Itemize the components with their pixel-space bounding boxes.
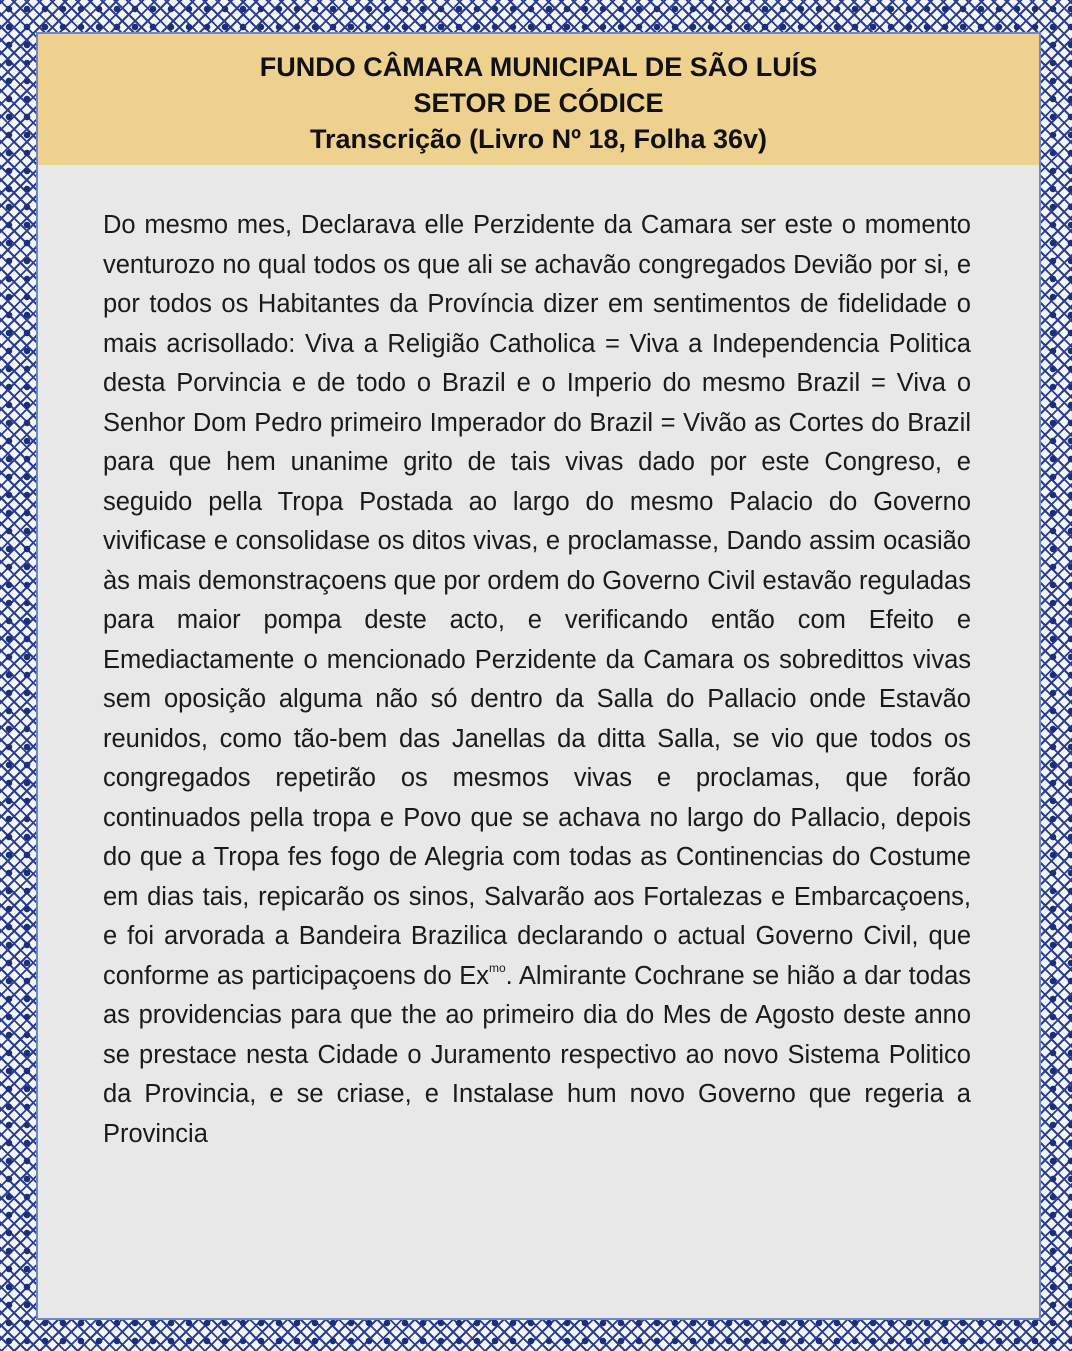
fund-title: FUNDO CÂMARA MUNICIPAL DE SÃO LUÍS bbox=[259, 52, 818, 82]
transcription-text bbox=[103, 206, 971, 1154]
abbreviation-superscript: mo bbox=[488, 960, 506, 975]
sector-title: SETOR DE CÓDICE bbox=[413, 88, 664, 118]
transcription-part-1: Do mesmo mes, Declarava elle Perzidente da Camara ser este o momento venturozo no qual todos os que ali se achavão congregados Devião por si, e por todos os Habitantes da Província dizer em sentimentos de fidelidade o mais acrisollado: Viva a Religião Catholica = Viva a Independencia Politica desta Porvincia e de todo o Brazil e o Imperio do mesmo Brazil = Viva o Senhor Dom Pedro primeiro Imperador do Brazil = Vivão as Cortes do Brazil para que hem unanime grito de tais vivas dado por este Congreso, e seguido pella Tropa Postada ao largo do mesmo Palacio do Governo vivificase e consolidase os ditos vivas, e proclamasse, Dando assim ocasião às mais demonstraçoens que por ordem do Governo Civil estavão reguladas para maior pompa deste acto, e verificando então com Efeito e Emediactamente o mencionado Perzidente da Camara os sobredittos vivas sem oposição alguma não só dentro da Salla do Pallacio onde Estavão reunidos, como tão-bem das Janellas da ditta Salla, se vio que todos os congregados repetirão os mesmos vivas e proclamas, que forão continuados pella tropa e Povo que se achava no largo do Pallacio, depois do que a Tropa fes fogo de Alegria com todas as Continencias do Costume em dias tais, repicarão os sinos, Salvarão aos Fortalezas e Embarcaçoens, e foi arvorada a Bandeira Brazilica declarando o actual Governo Civil, que conforme as participaçoens do Ex bbox=[103, 211, 971, 990]
document-panel bbox=[38, 34, 1039, 1318]
transcription-part-2: . Almirante Cochrane se hião a dar todas as providencias para que the ao primeiro dia do Mes de Agosto deste anno se prestace nesta Cidade o Juramento respectivo ao novo Sistema Politico da Provincia, e se criase, e Instalase hum novo Governo que regeria a Provincia bbox=[103, 961, 971, 1148]
transcription-subtitle: Transcrição (Livro Nº 18, Folha 36v) bbox=[309, 124, 768, 154]
document-header bbox=[38, 34, 1039, 165]
